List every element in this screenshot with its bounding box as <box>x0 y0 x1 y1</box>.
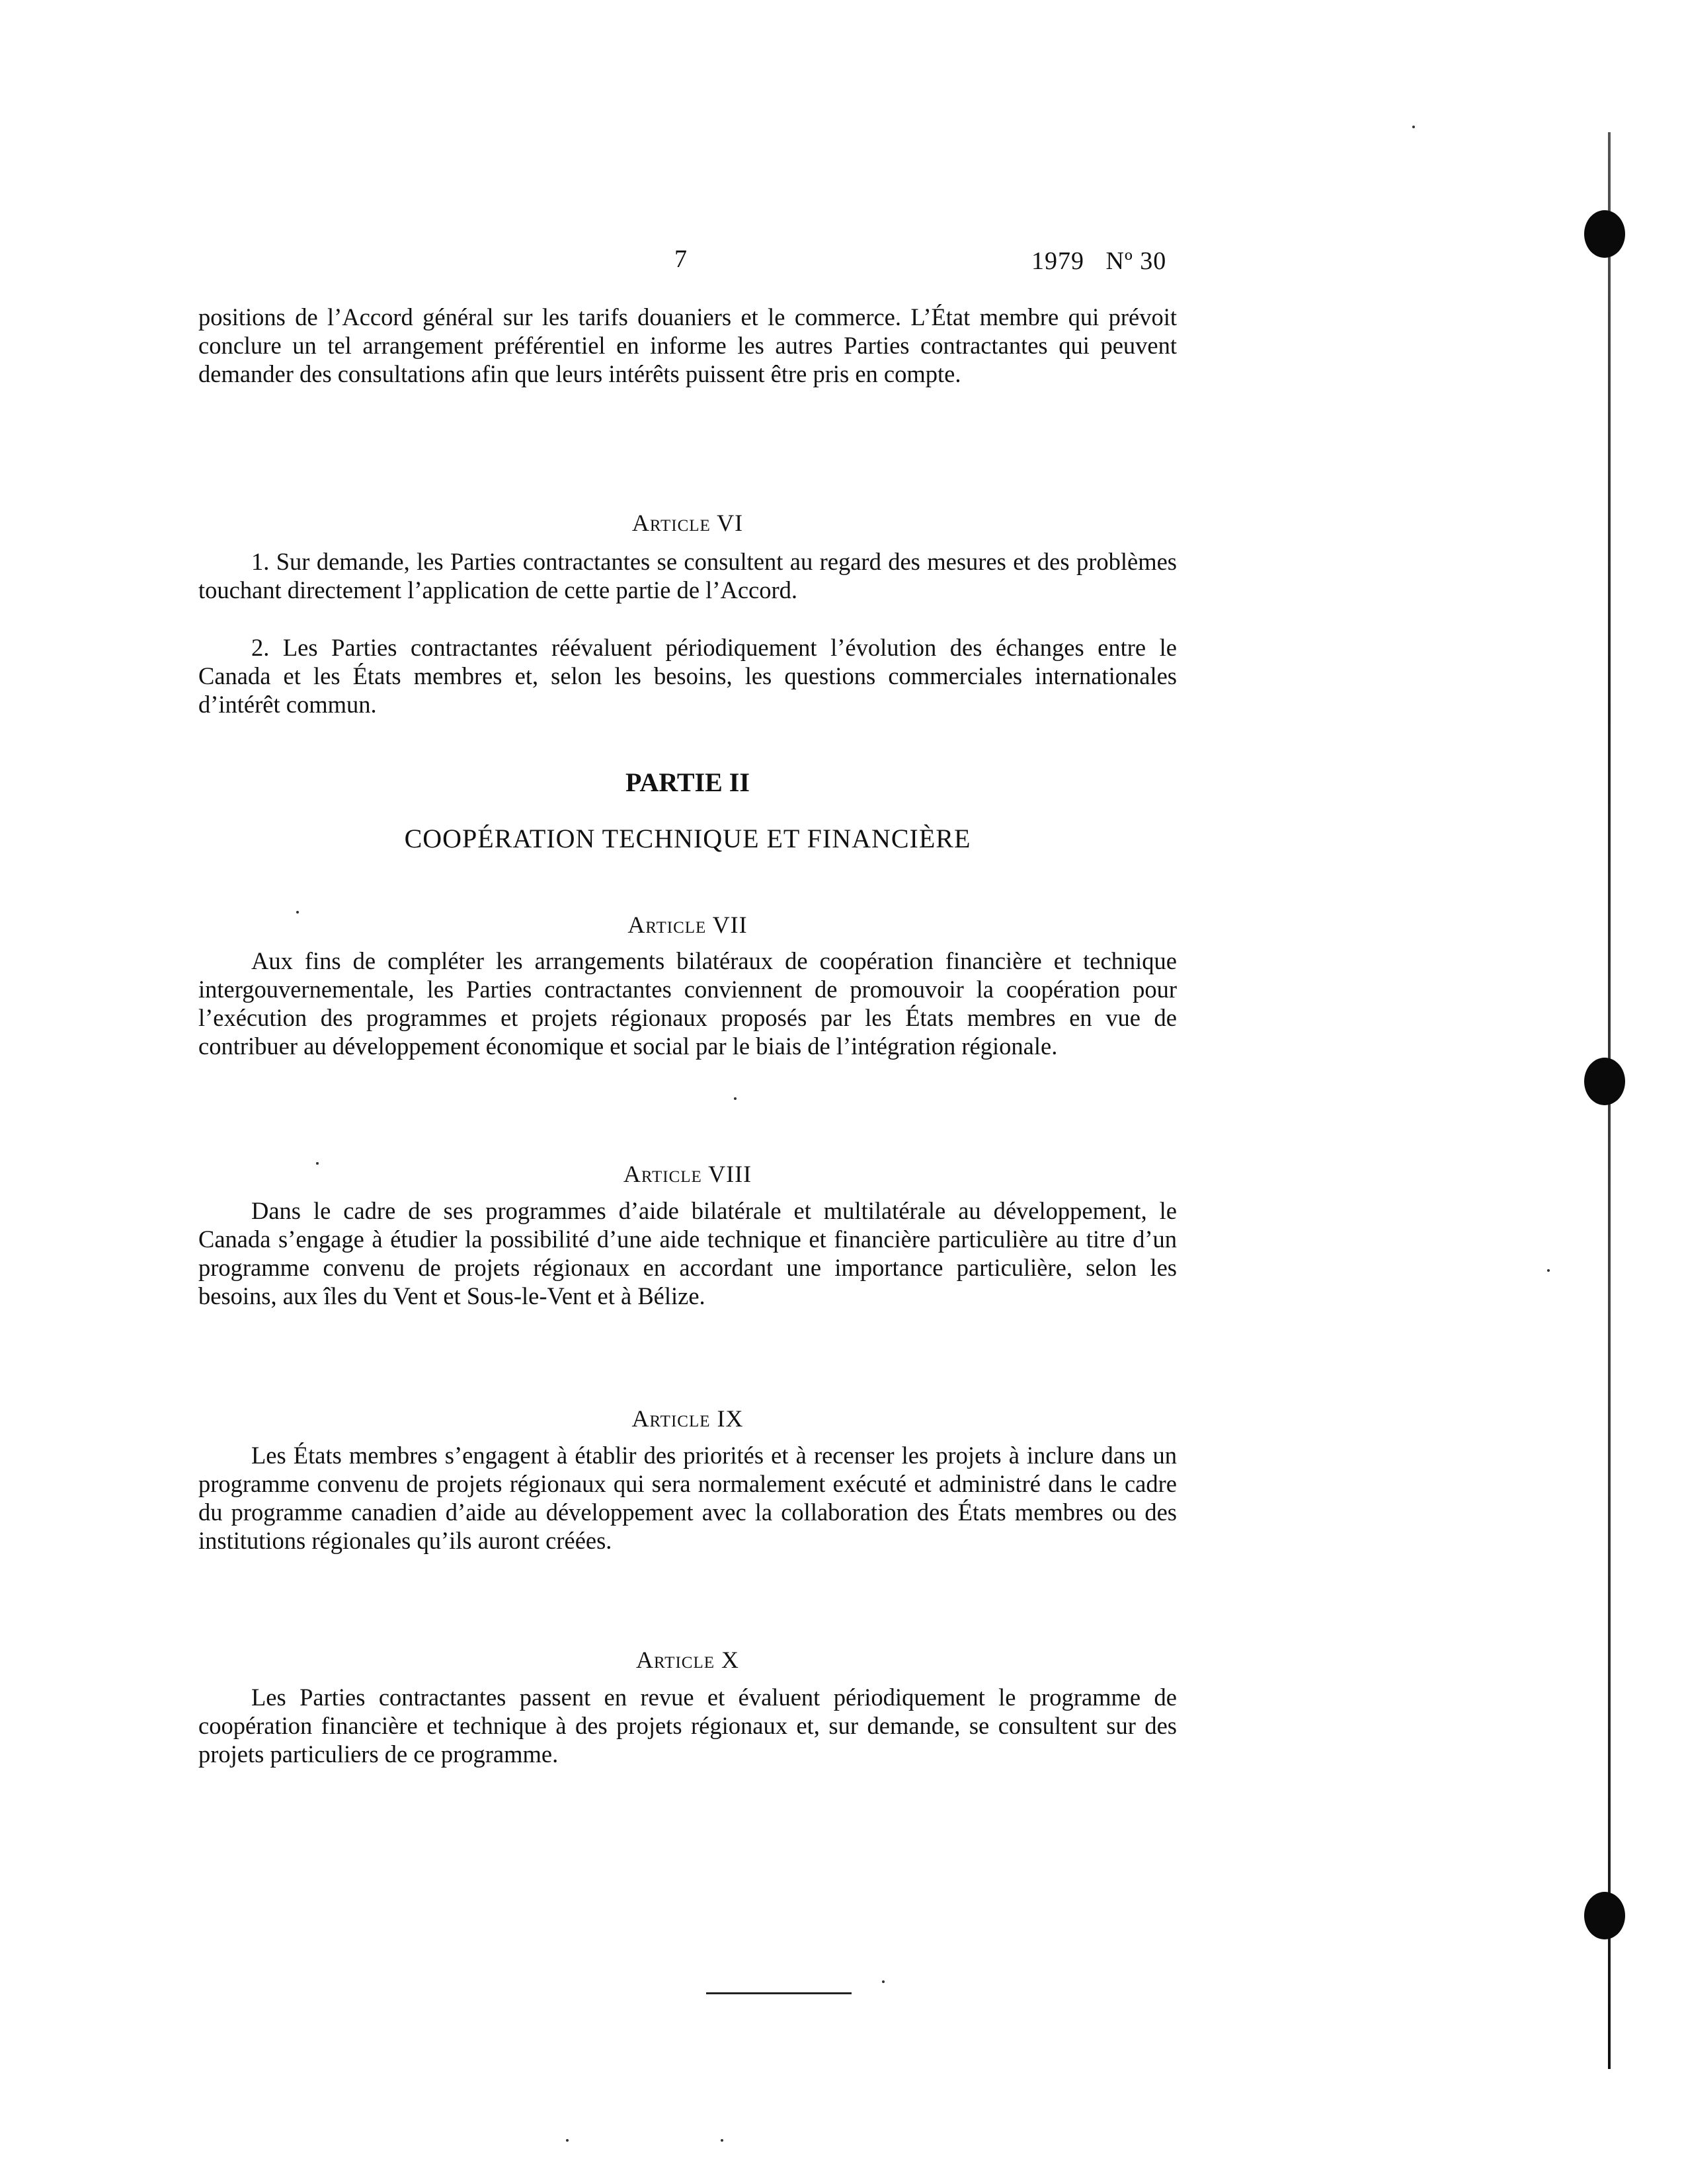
punch-hole-top <box>1584 210 1625 258</box>
document-reference <box>1031 247 1166 276</box>
part-ii-subtitle: COOPÉRATION TECHNIQUE ET FINANCIÈRE <box>404 824 971 853</box>
document-number: Nº 30 <box>1105 247 1167 275</box>
end-rule <box>706 1992 852 1994</box>
page-number: 7 <box>674 245 687 273</box>
article-ix-body <box>198 1441 1177 1555</box>
scan-speck <box>721 2139 723 2142</box>
article-viii-paragraph: Dans le cadre de ses programmes d’aide bilatérale et multilatérale au développement, le Canada s’engage à étudier la possibilité d’une aide technique et financière particulière au titre d’un programme convenu de projets régionaux en accordant une importance particulière, selon les besoins, aux îles du Vent et Sous-le-Vent et à Bélize. <box>198 1197 1177 1309</box>
article-vi-paragraph-2: 2. Les Parties contractantes réévaluent périodiquement l’évolution des échanges entre le Canada et les États membres et, selon les besoins, les questions commerciales internationales d’intérêt commun. <box>198 634 1177 718</box>
part-ii-heading: PARTIE II <box>625 767 750 797</box>
scan-speck <box>296 911 299 914</box>
scan-speck <box>1412 126 1415 128</box>
article-vii-body <box>198 947 1177 1060</box>
article-viii-heading: Article VIII <box>623 1161 752 1187</box>
continuation-paragraph <box>198 303 1177 388</box>
document-year: 1979 <box>1031 247 1084 275</box>
article-x-body <box>198 1683 1177 1768</box>
article-x-heading: Article X <box>636 1647 739 1673</box>
continuation-text: positions de l’Accord général sur les tarifs douaniers et le commerce. L’État membre qui prévoit conclure un tel arrangement préférentiel en informe les autres Parties contractantes qui peuvent demander des consultations afin que leurs intérêts puissent être pris en compte. <box>198 303 1177 387</box>
scan-speck <box>734 1097 737 1100</box>
article-vi-paragraph-1: 1. Sur demande, les Parties contractantes se consultent au regard des mesures et des problèmes touchant directement l’application de cette partie de l’Accord. <box>198 548 1177 604</box>
punch-hole-middle <box>1584 1058 1625 1105</box>
article-vi-heading: Article VI <box>631 510 744 536</box>
article-vi-body-2 <box>198 633 1177 719</box>
article-vii-heading: Article VII <box>627 912 748 938</box>
article-ix-heading: Article IX <box>631 1405 744 1432</box>
article-x-paragraph: Les Parties contractantes passent en revue et évaluent périodiquement le programme de coopération financière et technique à des projets régionaux et, sur demande, se consultent sur des projets particuliers de ce programme. <box>198 1684 1177 1768</box>
scan-speck <box>1547 1269 1550 1272</box>
article-vii-paragraph: Aux fins de compléter les arrangements bilatéraux de coopération financière et technique intergouvernementale, les Parties contractantes conviennent de promouvoir la coopération pour l’exécution des programmes et projets régionaux proposés par les États membres en vue de contribuer au développement économique et social par le biais de l’intégration régionale. <box>198 947 1177 1060</box>
scan-speck <box>566 2139 569 2142</box>
article-ix-paragraph: Les États membres s’engagent à établir des priorités et à recenser les projets à inclure dans un programme convenu de projets régionaux qui sera normalement exécuté et administré dans le cadre du programme canadien d’aide au développement avec la collaboration des États membres ou des institutions régionales qu’ils auront créées. <box>198 1442 1177 1554</box>
scan-speck <box>882 1980 885 1983</box>
article-vi-body <box>198 547 1177 604</box>
punch-hole-bottom <box>1584 1892 1625 1939</box>
article-viii-body <box>198 1196 1177 1310</box>
scan-speck <box>316 1162 319 1165</box>
